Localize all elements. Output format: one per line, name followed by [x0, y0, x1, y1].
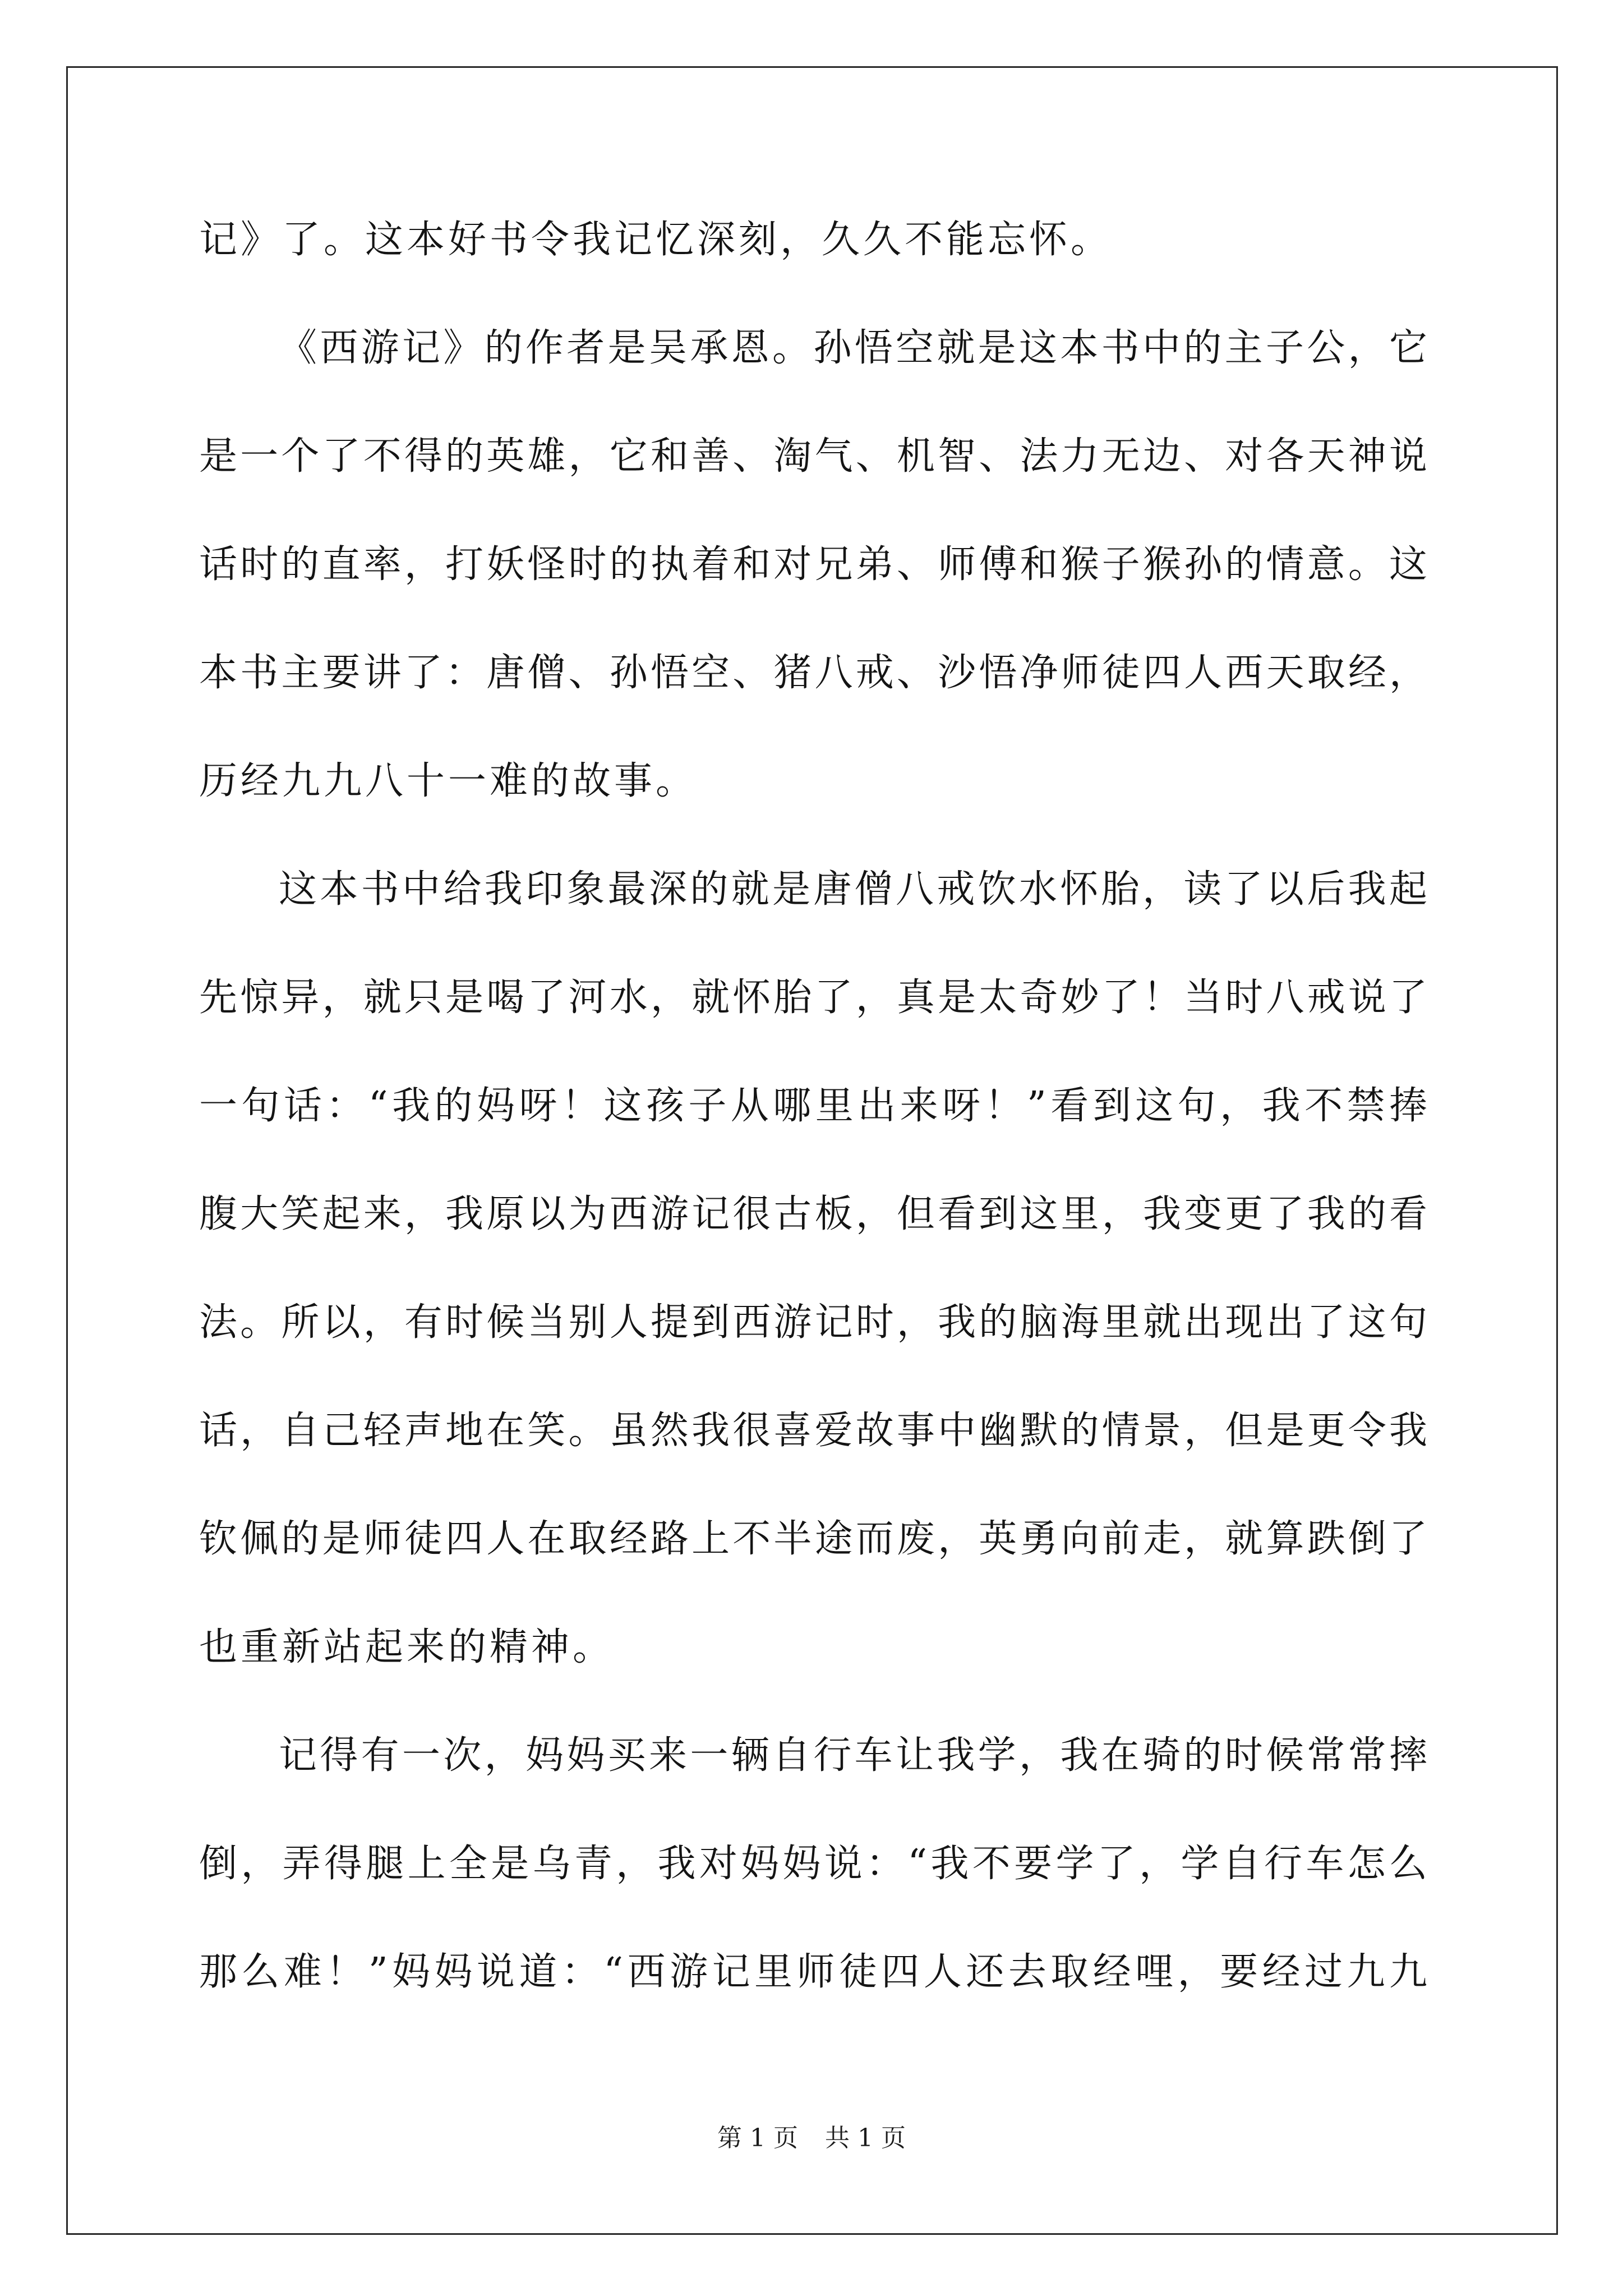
page-total: 共 1 页 [825, 2124, 906, 2152]
text-line: 钦佩的是师徒四人在取经路上不半途而废，英勇向前走，就算跌倒了 [199, 1517, 1427, 1561]
page-number: 第 1 页 [717, 2124, 798, 2152]
text-line: 也重新站起来的精神。 [199, 1625, 615, 1669]
text-line: 历经九九八十一难的故事。 [199, 759, 698, 803]
page-footer [0, 2122, 1623, 2155]
text-line: 一句话：“我的妈呀！这孩子从哪里出来呀！”看到这句，我不禁捧 [199, 1084, 1427, 1128]
text-line: 话时的直率，打妖怪时的执着和对兄弟、师傅和猴子猴孙的情意。这 [199, 542, 1427, 587]
text-line: 那么难！”妈妈说道：“西游记里师徒四人还去取经哩，要经过九九 [199, 1950, 1427, 1994]
text-line: 记》了。这本好书令我记忆深刻，久久不能忘怀。 [199, 218, 1113, 262]
text-line: 倒，弄得腿上全是乌青，我对妈妈说：“我不要学了，学自行车怎么 [199, 1842, 1427, 1886]
text-line: 《西游记》的作者是吴承恩。孙悟空就是这本书中的主子公，它 [279, 326, 1427, 370]
text-line: 本书主要讲了：唐僧、孙悟空、猪八戒、沙悟净师徒四人西天取经， [199, 651, 1427, 695]
document-body [199, 212, 1427, 2053]
text-line: 话，自己轻声地在笑。虽然我很喜爱故事中幽默的情景，但是更令我 [199, 1409, 1427, 1453]
text-line: 这本书中给我印象最深的就是唐僧八戒饮水怀胎，读了以后我起 [279, 867, 1427, 912]
text-line: 是一个了不得的英雄，它和善、淘气、机智、法力无边、对各天神说 [199, 434, 1427, 478]
text-line: 腹大笑起来，我原以为西游记很古板，但看到这里，我变更了我的看 [199, 1192, 1427, 1236]
text-line: 法。所以，有时候当别人提到西游记时，我的脑海里就出现出了这句 [199, 1300, 1427, 1345]
text-line: 先惊异，就只是喝了河水，就怀胎了，真是太奇妙了！当时八戒说了 [199, 976, 1427, 1020]
text-line: 记得有一次，妈妈买来一辆自行车让我学，我在骑的时候常常摔 [279, 1733, 1427, 1778]
